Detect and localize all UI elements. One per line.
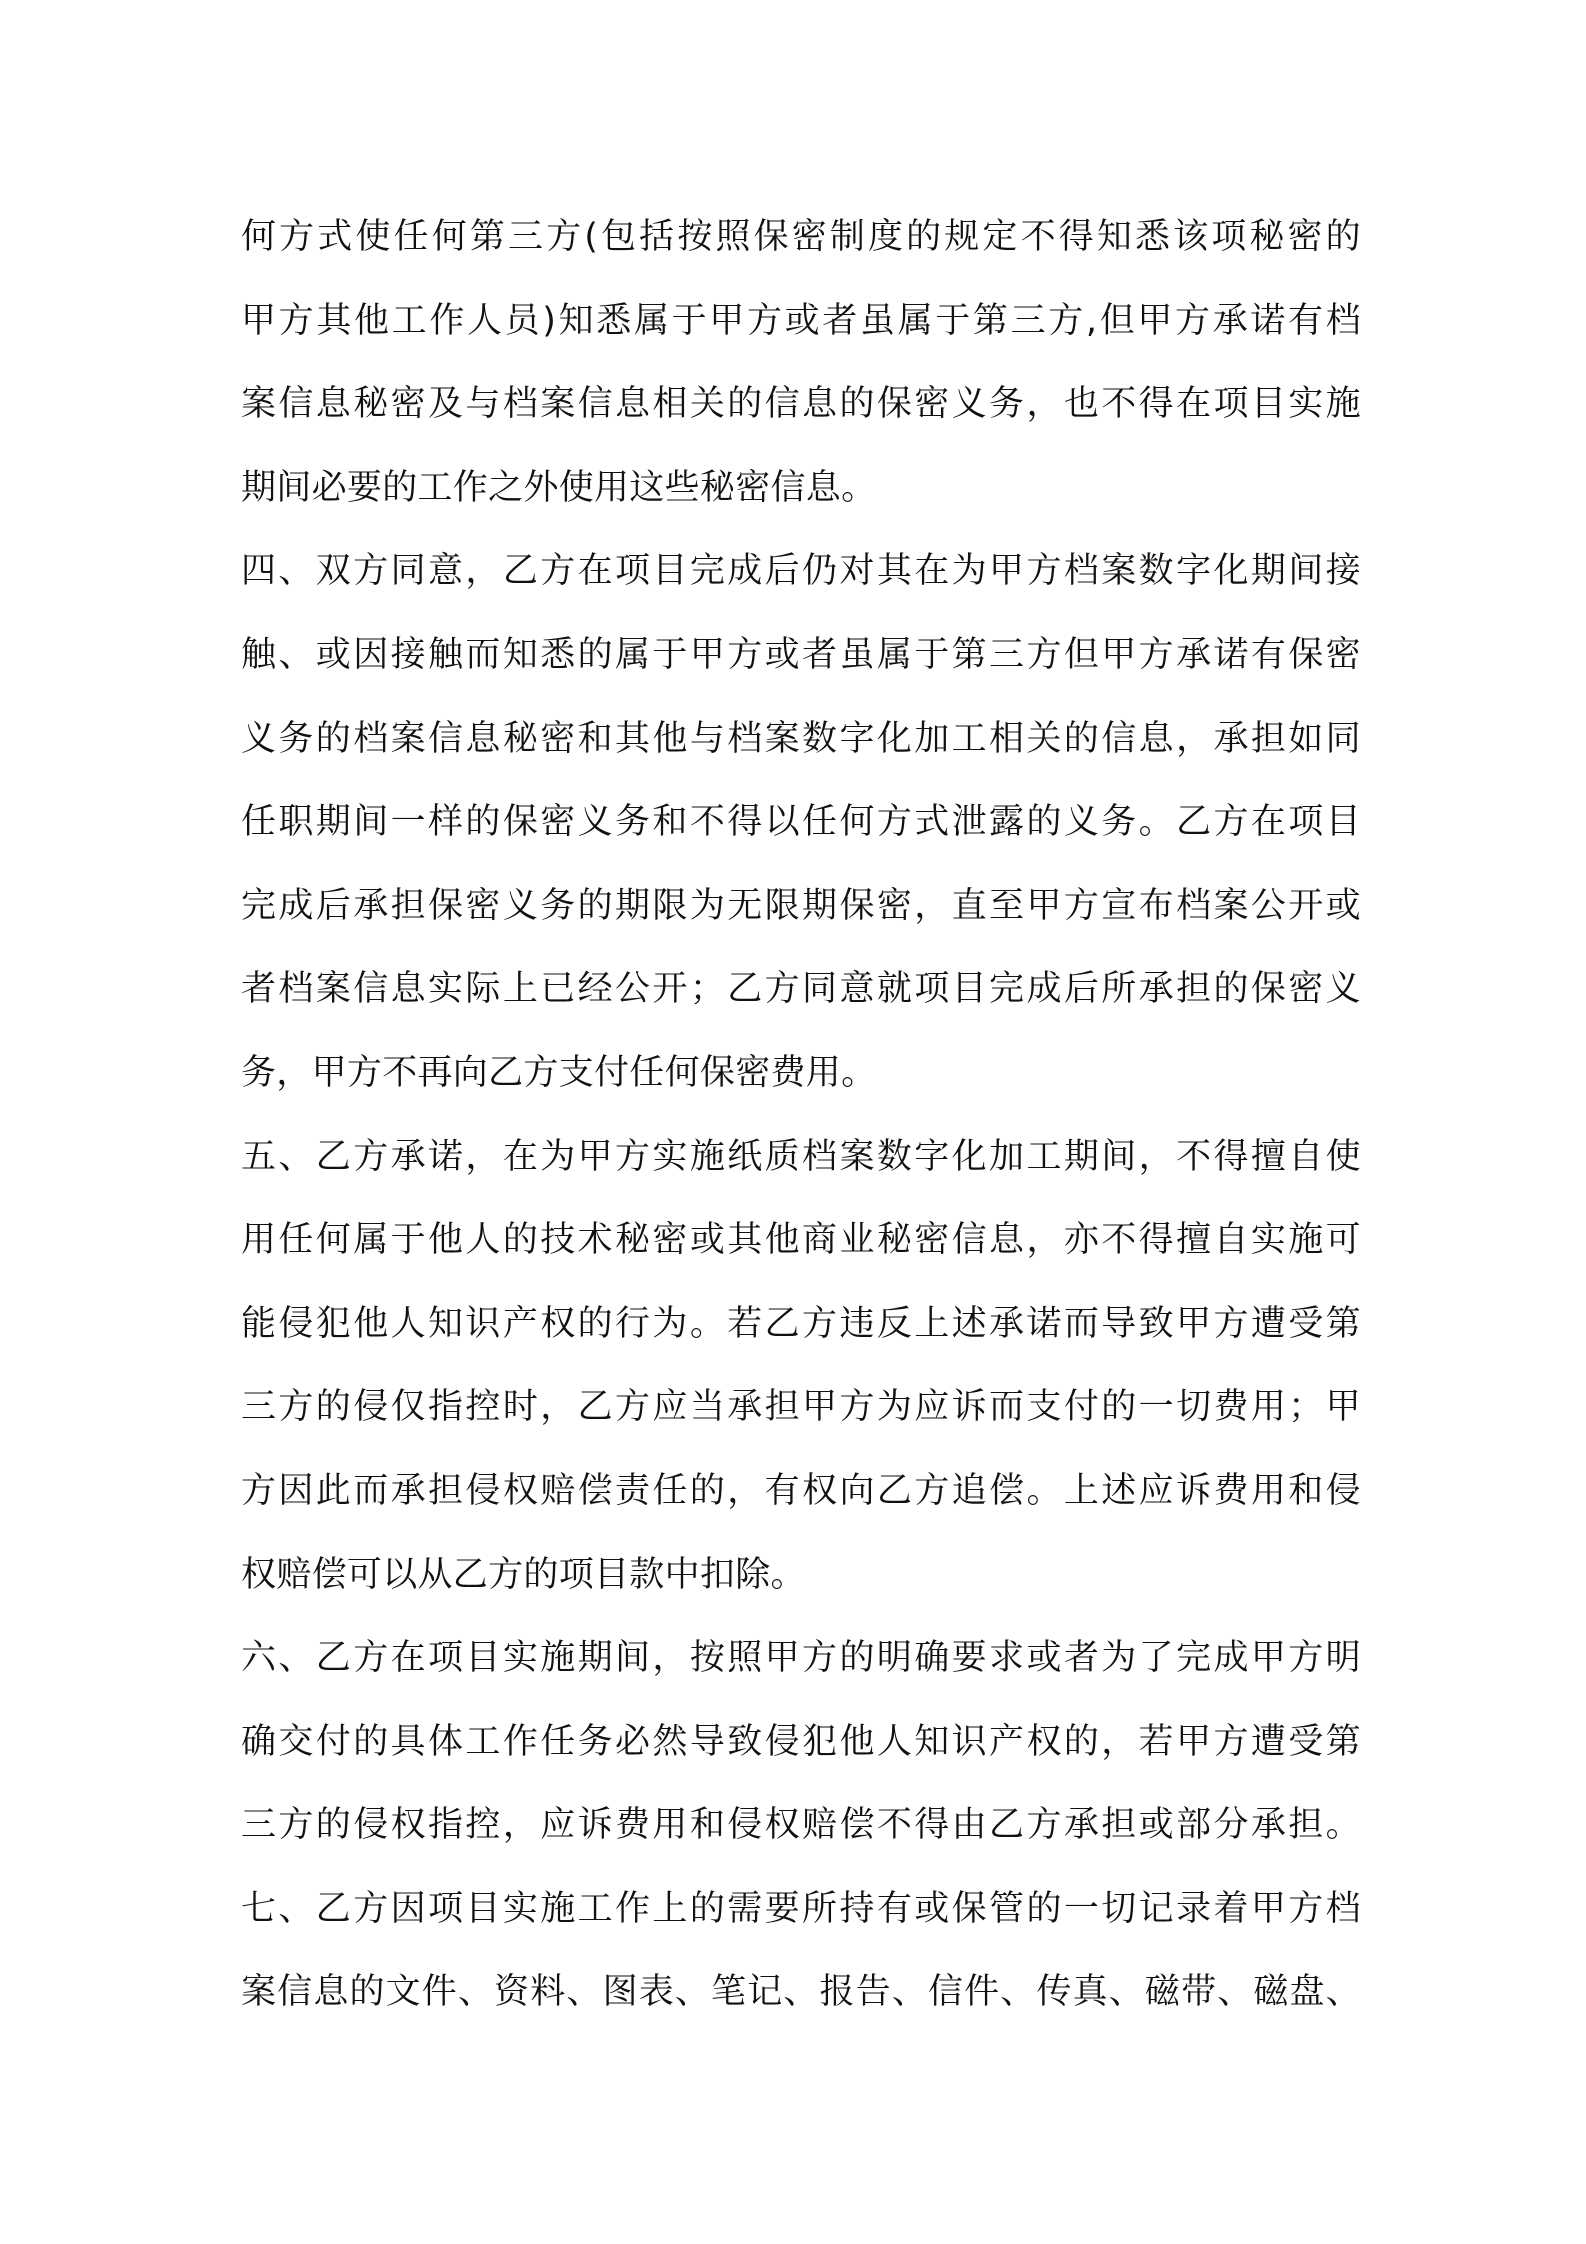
document-body	[241, 196, 1361, 2035]
text-line: 五、乙方承诺，在为甲方实施纸质档案数字化加工期间，不得擅自使	[241, 1136, 1361, 1177]
text-line: 案信息秘密及与档案信息相关的信息的保密义务，也不得在项目实施	[241, 384, 1361, 425]
text-line: 能侵犯他人知识产权的行为。若乙方违反上述承诺而导致甲方遭受第	[241, 1303, 1361, 1344]
text-line: 完成后承担保密义务的期限为无限期保密，直至甲方宣布档案公开或	[241, 885, 1361, 926]
text-line: 案信息的文件、资料、图表、笔记、报告、信件、传真、磁带、磁盘、	[241, 1972, 1361, 2013]
text-line: 四、双方同意，乙方在项目完成后仍对其在为甲方档案数字化期间接	[241, 551, 1361, 592]
text-line: 权赔偿可以从乙方的项目款中扣除。	[241, 1554, 806, 1595]
text-line: 方因此而承担侵权赔偿责任的，有权向乙方追偿。上述应诉费用和侵	[241, 1470, 1361, 1511]
text-line: 确交付的具体工作任务必然导致侵犯他人知识产权的，若甲方遭受第	[241, 1721, 1361, 1762]
text-line: 七、乙方因项目实施工作上的需要所持有或保管的一切记录着甲方档	[241, 1888, 1361, 1929]
text-line: 务，甲方不再向乙方支付任何保密费用。	[241, 1052, 877, 1093]
text-line: 六、乙方在项目实施期间，按照甲方的明确要求或者为了完成甲方明	[241, 1638, 1361, 1679]
text-line: 何方式使任何第三方(包括按照保密制度的规定不得知悉该项秘密的	[241, 217, 1361, 257]
text-line: 三方的侵仅指控时，乙方应当承担甲方为应诉而支付的一切费用；甲	[241, 1387, 1361, 1428]
text-line: 任职期间一样的保密义务和不得以任何方式泄露的义务。乙方在项目	[241, 802, 1361, 843]
text-line: 触、或因接触而知悉的属于甲方或者虽属于第三方但甲方承诺有保密	[241, 634, 1361, 675]
text-line: 甲方其他工作人员)知悉属于甲方或者虽属于第三方,但甲方承诺有档	[241, 300, 1361, 341]
text-line: 者档案信息实际上已经公开；乙方同意就项目完成后所承担的保密义	[241, 969, 1361, 1010]
text-line: 义务的档案信息秘密和其他与档案数字化加工相关的信息，承担如同	[241, 718, 1361, 759]
text-line: 期间必要的工作之外使用这些秘密信息。	[241, 467, 877, 508]
text-line: 三方的侵权指控，应诉费用和侵权赔偿不得由乙方承担或部分承担。	[241, 1805, 1361, 1846]
text-line: 用任何属于他人的技术秘密或其他商业秘密信息，亦不得擅自实施可	[241, 1220, 1361, 1261]
